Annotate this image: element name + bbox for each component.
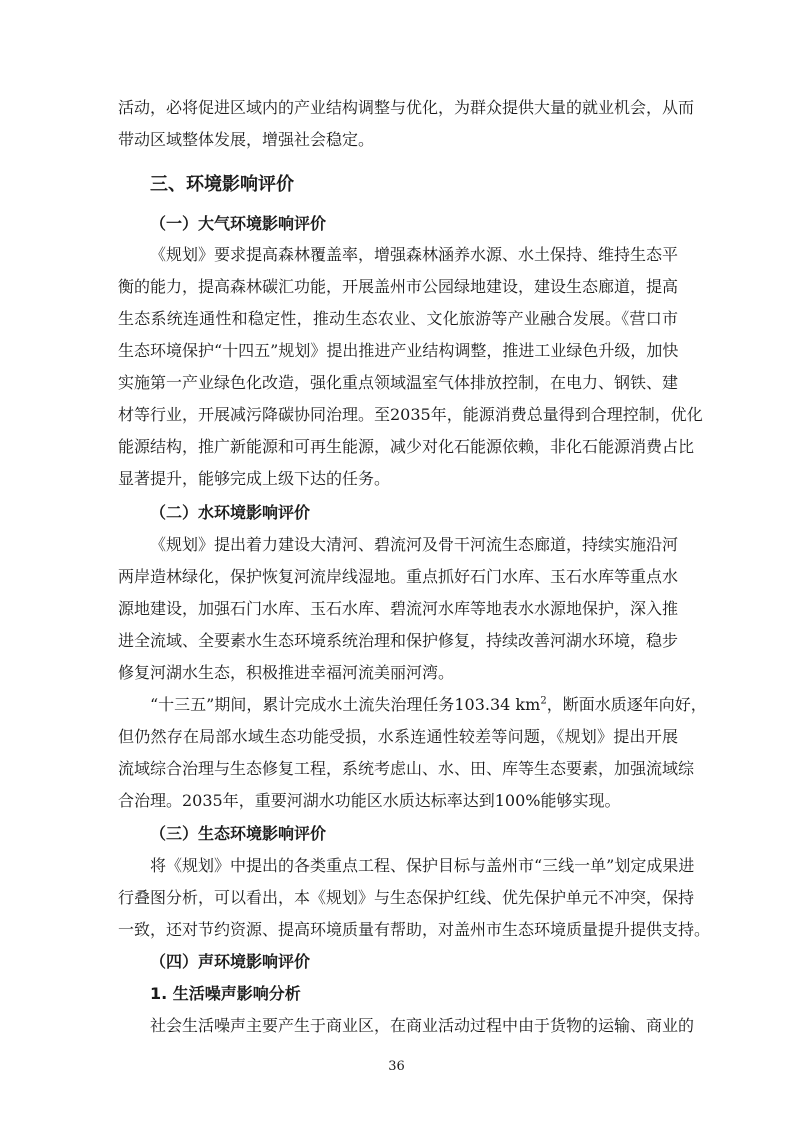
paragraph-line: 能源结构，推广新能源和可再生能源，减少对化石能源依赖，非化石能源消费占比 — [118, 437, 695, 456]
superscript: 2 — [540, 695, 547, 707]
paragraph-line: 活动，必将促进区域内的产业结构调整与优化，为群众提供大量的就业机会，从而 — [118, 98, 695, 117]
paragraph-line: 进全流域、全要素水生态环境系统治理和保护修复，持续改善河湖水环境，稳步 — [118, 631, 679, 650]
text-segment: ，断面水质逐年向好， — [546, 695, 707, 714]
paragraph-line: 《规划》要求提高森林覆盖率，增强森林涵养水源、水土保持、维持生态平 — [150, 245, 679, 264]
subsection-heading-water: （二）水环境影响评价 — [150, 503, 311, 522]
paragraph-line: 生态环境保护“十四五”规划》提出推进产业结构调整，推进工业绿色升级，加快 — [118, 341, 679, 360]
paragraph-line: 显著提升，能够完成上级下达的任务。 — [118, 469, 391, 488]
paragraph-line: 源地建设，加强石门水库、玉石水库、碧流河水库等地表水水源地保护，深入推 — [118, 599, 679, 618]
paragraph-line: 《规划》提出着力建设大清河、碧流河及骨干河流生态廊道，持续实施沿河 — [150, 535, 679, 554]
sub-subsection-heading: 1. 生活噪声影响分析 — [150, 984, 301, 1003]
page-number: 36 — [388, 1059, 405, 1074]
subsection-heading-noise: （四）声环境影响评价 — [150, 952, 311, 971]
subsection-heading-air: （一）大气环境影响评价 — [150, 214, 327, 233]
text-segment: “十三五”期间，累计完成水土流失治理任务103.34 km — [150, 695, 541, 714]
section-heading: 三、环境影响评价 — [150, 174, 294, 195]
paragraph-line — [150, 693, 707, 717]
paragraph-line: 材等行业，开展减污降碳协同治理。至2035年，能源消费总量得到合理控制，优化 — [118, 405, 703, 424]
paragraph-line: 将《规划》中提出的各类重点工程、保护目标与盖州市“三线一单”划定成果进 — [150, 856, 695, 875]
paragraph-line: 带动区域整体发展，增强社会稳定。 — [118, 130, 375, 149]
paragraph-line: 修复河湖水生态，积极推进幸福河流美丽河湾。 — [118, 663, 455, 682]
paragraph-line: 两岸造林绿化，保护恢复河流岸线湿地。重点抓好石门水库、玉石水库等重点水 — [118, 567, 679, 586]
paragraph-line: 一致，还对节约资源、提高环境质量有帮助，对盖州市生态环境质量提升提供支持。 — [118, 920, 711, 939]
paragraph-line: 社会生活噪声主要产生于商业区，在商业活动过程中由于货物的运输、商业的 — [150, 1016, 695, 1035]
paragraph-line: 合治理。2035年，重要河湖水功能区水质达标率达到100%能够实现。 — [118, 791, 621, 810]
paragraph-line: 流域综合治理与生态修复工程，系统考虑山、水、田、库等生态要素，加强流域综 — [118, 759, 695, 778]
paragraph-line: 实施第一产业绿色化改造，强化重点领域温室气体排放控制，在电力、钢铁、建 — [118, 373, 679, 392]
paragraph-line: 衡的能力，提高森林碳汇功能，开展盖州市公园绿地建设，建设生态廊道，提高 — [118, 277, 679, 296]
subsection-heading-eco: （三）生态环境影响评价 — [150, 824, 327, 843]
paragraph-line: 但仍然存在局部水域生态功能受损，水系连通性较差等问题，《规划》提出开展 — [118, 727, 678, 746]
paragraph-line: 生态系统连通性和稳定性，推动生态农业、文化旅游等产业融合发展。《营口市 — [118, 309, 678, 328]
paragraph-line: 行叠图分析，可以看出，本《规划》与生态保护红线、优先保护单元不冲突，保持 — [118, 888, 695, 907]
